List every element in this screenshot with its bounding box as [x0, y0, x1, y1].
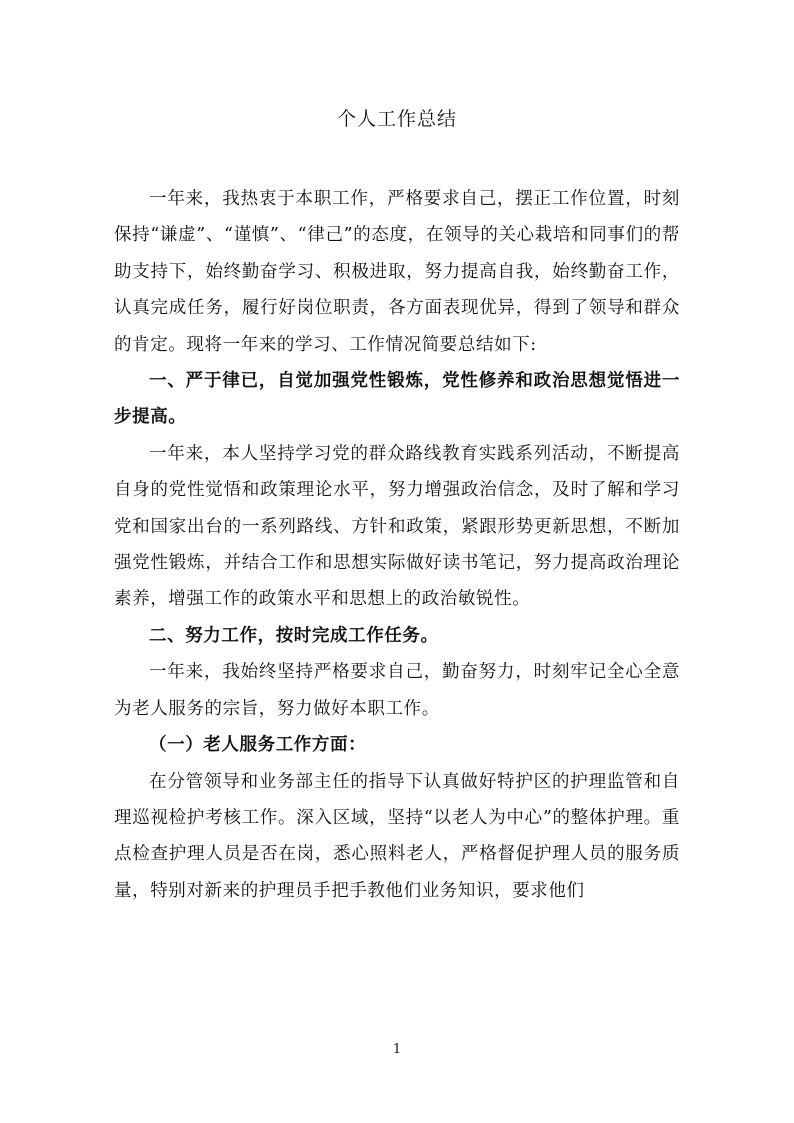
subsection-heading-1: （一）老人服务工作方面：	[149, 735, 367, 756]
document-title: 个人工作总结	[336, 108, 457, 130]
page-number: 1	[392, 1042, 402, 1057]
paragraph-subsection-1: 在分管领导和业务部主任的指导下认真做好特护区的护理监管和自理巡视检护考核工作。深入区域，坚持“以老人为中心”的整体护理。重点检查护理人员是否在岗，悉心照料老人，严格督促护理人员的服务质量，特别对新来的护理员手把手教他们业务知识，要求他们	[114, 771, 680, 901]
paragraph-section-1: 一年来，本人坚持学习党的群众路线教育实践系列活动，不断提高自身的党性觉悟和政策理论水平，努力增强政治信念，及时了解和学习党和国家出台的一系列路线、方针和政策，紧跟形势更新思想，不断加强党性锻炼，并结合工作和思想实际做好读书笔记，努力提高政治理论素养，增强工作的政策水平和思想上的政治敏锐性。	[114, 443, 680, 610]
paragraph-intro: 一年来，我热衷于本职工作，严格要求自己，摆正工作位置，时刻保持“谦虚”、“谨慎”、“律己”的态度，在领导的关心栽培和同事们的帮助支持下，始终勤奋学习、积极进取，努力提高自我，始终勤奋工作，认真完成任务，履行好岗位职责，各方面表现优异，得到了领导和群众的肯定。现将一年来的学习、工作情况简要总结如下:	[114, 189, 680, 355]
paragraph-section-2: 一年来，我始终坚持严格要求自己，勤奋努力，时刻牢记全心全意为老人服务的宗旨，努力做好本职工作。	[114, 662, 680, 719]
section-heading-1: 一、严于律已，自觉加强党性锻炼，党性修养和政治思想觉悟进一步提高。	[114, 371, 680, 428]
document-body	[114, 181, 680, 909]
section-heading-2: 二、努力工作，按时完成工作任务。	[149, 625, 439, 646]
